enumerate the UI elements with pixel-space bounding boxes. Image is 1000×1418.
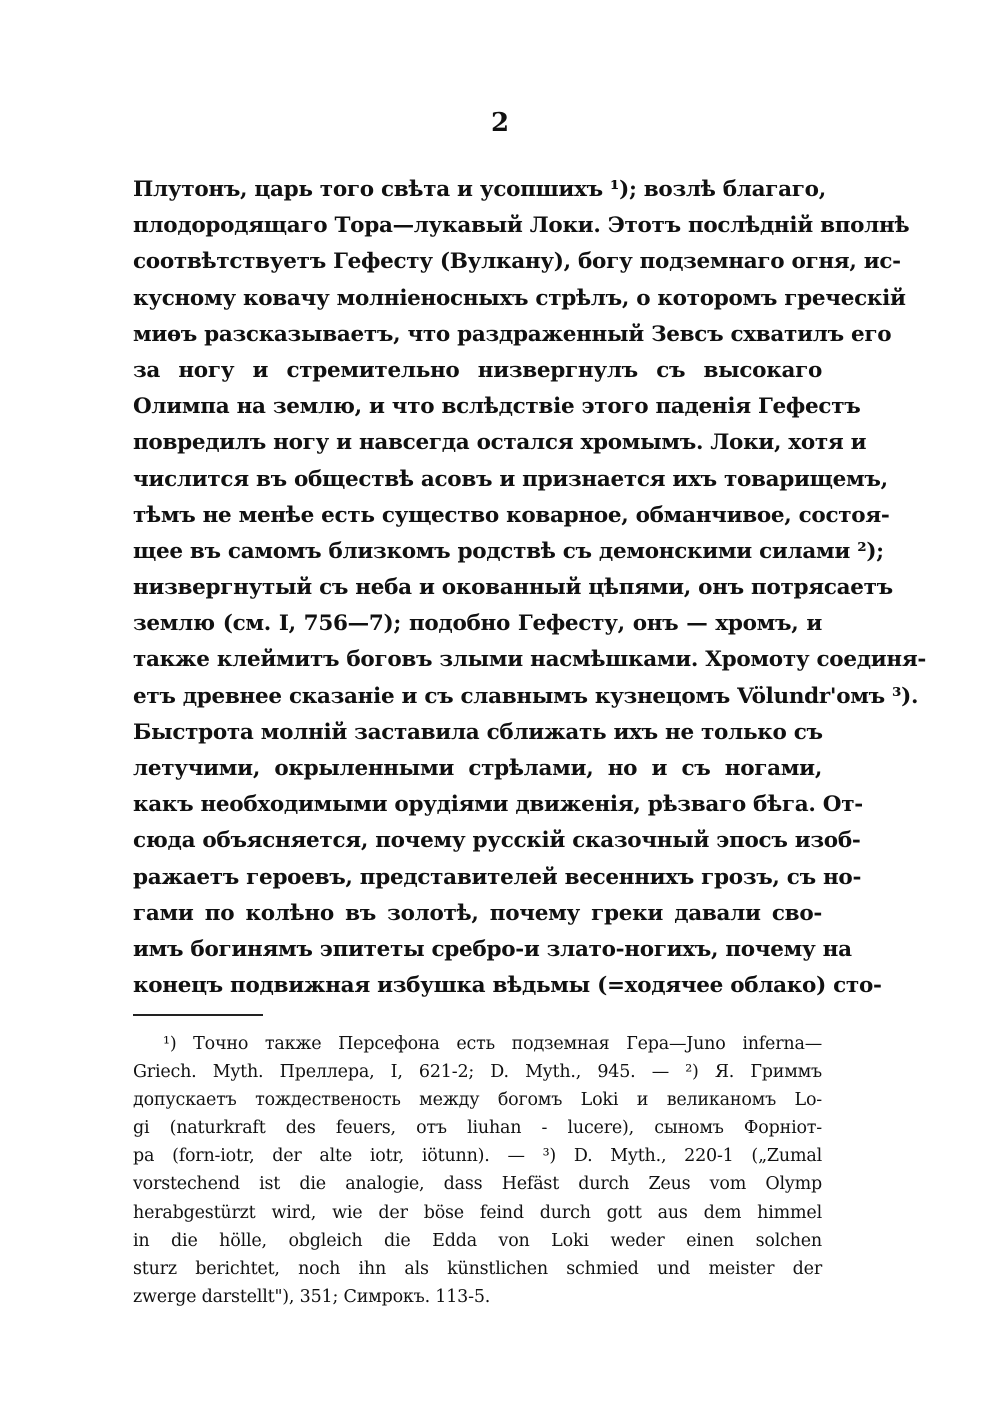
footnote-separator	[133, 1014, 263, 1016]
footnote-line: herabgestürzt wird, wie der böse feind durch gott aus dem himmel	[133, 1202, 822, 1223]
footnote-line: in die hölle, obgleich die Edda von Loki weder einen solchen	[133, 1230, 822, 1251]
body-line: землю (см. I, 756—7); подобно Гефесту, онъ — хромъ, и	[133, 611, 822, 637]
body-line: етъ древнее сказаніе и съ славнымъ кузнецомъ Völundr'омъ ³).	[133, 683, 919, 709]
footnote-line: sturz berichtet, noch ihn als künstlichen schmied und meister der	[133, 1258, 822, 1279]
footnote-line: Griech. Myth. Преллера, I, 621-2; D. Myth., 945. — ²) Я. Гриммъ	[133, 1062, 822, 1083]
body-line: летучими, окрыленными стрѣлами, но и съ ногами,	[133, 756, 822, 781]
body-line: конецъ подвижная избушка вѣдьмы (=ходячее облако) сто-	[133, 973, 882, 999]
footnote-line: zwerge darstellt"), 351; Симрокъ. 113-5.	[133, 1286, 491, 1307]
body-line: щее въ самомъ близкомъ родствѣ съ демонскими силами ²);	[133, 538, 884, 564]
body-line: Быстрота молній заставила сближать ихъ не только съ	[133, 719, 823, 745]
body-line: числится въ обществѣ асовъ и признается ихъ товарищемъ,	[133, 466, 888, 492]
body-line: миѳъ разсказываетъ, что раздраженный Зевсъ схватилъ его	[133, 321, 892, 347]
body-line: кусному ковачу молніеносныхъ стрѣлъ, о которомъ греческій	[133, 285, 906, 311]
body-line: гами по колѣно въ золотѣ, почему греки давали сво-	[133, 900, 822, 926]
footnote-line: vorstechend ist die analogie, dass Hefäst durch Zeus vom Olymp	[133, 1174, 822, 1195]
body-line: какъ необходимыми орудіями движенія, рѣзваго бѣга. От-	[133, 792, 863, 818]
footnotes	[133, 1030, 822, 1311]
body-line: ражаетъ героевъ, представителей весеннихъ грозъ, съ но-	[133, 864, 862, 890]
footnote-line: допускаетъ тождественость между богомъ Loki и великаномъ Lo-	[133, 1090, 822, 1111]
body-line: Олимпа на землю, и что вслѣдствіе этого паденія Гефестъ	[133, 394, 861, 420]
body-line: также клеймитъ боговъ злыми насмѣшками. Хромоту соединя-	[133, 647, 927, 673]
body-line: соотвѣтствуетъ Гефесту (Вулкану), богу подземнаго огня, ис-	[133, 249, 901, 275]
page-number: 2	[490, 108, 510, 138]
body-line: низвергнутый съ неба и окованный цѣпями, онъ потрясаетъ	[133, 575, 893, 601]
body-line: Плутонъ, царь того свѣта и усопшихъ ¹); возлѣ благаго,	[133, 177, 826, 202]
body-line: сюда объясняется, почему русскій сказочный эпосъ изоб-	[133, 828, 861, 854]
body-line: за ногу и стремительно низвергнулъ съ высокаго	[133, 357, 822, 383]
body-text	[133, 172, 927, 1004]
body-line: имъ богинямъ эпитеты сребро-и злато-ногихъ, почему на	[133, 936, 852, 962]
body-line: плодородящаго Тора—лукавый Локи. Этотъ послѣдній вполнѣ	[133, 213, 910, 239]
footnote-line: pa (forn-iotr, der alte iotr, iötunn). — ³) D. Myth., 220-1 („Zumal	[133, 1146, 822, 1167]
footnote-line: ¹) Точно также Персефона есть подземная Гера—Juno inferna—	[163, 1034, 822, 1054]
footnote-line: gi (naturkraft des feuers, отъ liuhan - lucere), сыномъ Форніот-	[133, 1118, 822, 1139]
body-line: повредилъ ногу и навсегда остался хромымъ. Локи, хотя и	[133, 430, 867, 456]
body-line: тѣмъ не менѣе есть существо коварное, обманчивое, состоя-	[133, 502, 890, 528]
